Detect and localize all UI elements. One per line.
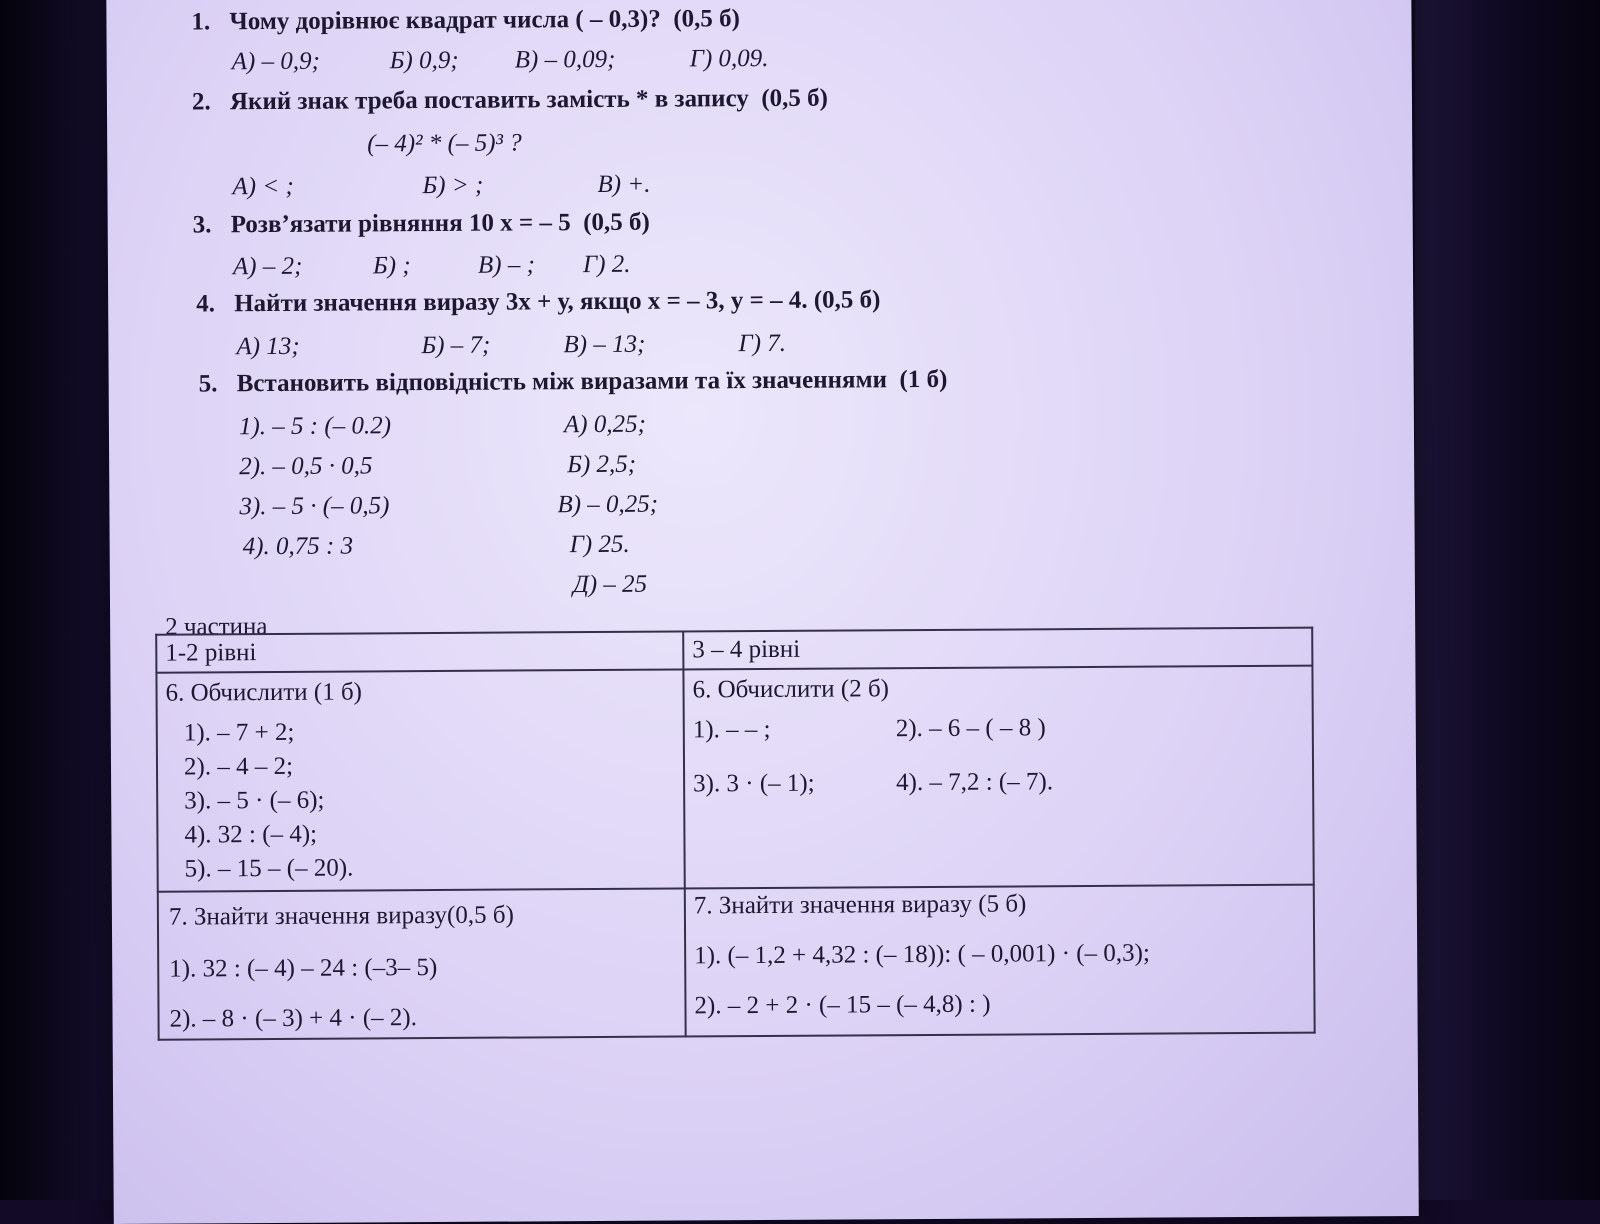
- question-4-option-c: В) – 13;: [563, 330, 646, 359]
- question-2: [192, 85, 828, 117]
- question-1: [191, 5, 740, 36]
- question-1-option-d: Г) 0,09.: [689, 44, 769, 73]
- question-2-number: 2.: [191, 88, 211, 116]
- table-border-top: [155, 627, 1313, 636]
- question-5-points: (1 б): [899, 365, 948, 394]
- table-border-left: [155, 634, 159, 1041]
- part-2-title: 2 частина: [165, 613, 268, 641]
- question-5-value-c: В) – 0,25;: [557, 490, 659, 519]
- question-4-points: (0,5 б): [813, 286, 881, 314]
- question-5-number: 5.: [198, 370, 218, 398]
- question-5-expression-1: 1). – 5 : (– 0.2): [238, 412, 392, 441]
- question-5-value-a: А) 0,25;: [563, 410, 646, 439]
- question-5-value-e: Д) – 25: [572, 570, 648, 599]
- right-task-6-item-2: 2). – 6 – ( – 8 ): [895, 714, 1046, 743]
- question-3-option-a: А) – 2;: [232, 252, 303, 281]
- question-2-text: Який знак треба поставить замість * в запису: [229, 85, 749, 116]
- question-5-expression-3: 3). – 5 · (– 0,5): [239, 492, 390, 521]
- right-task-6-item-4: 4). – 7,2 : (– 7).: [896, 768, 1054, 797]
- table-header-divider: [155, 665, 1313, 674]
- question-5: [199, 366, 948, 399]
- table-border-bottom: [158, 1032, 1316, 1041]
- right-task-7-item-1: 1). (– 1,2 + 4,32 : (– 18)): ( – 0,001) · (– 0,3);: [694, 939, 1150, 970]
- question-3-text: Розв’язати рівняння 10 х = – 5: [230, 209, 571, 239]
- question-3-option-b: Б) ;: [372, 252, 411, 280]
- left-task-7-title: 7. Знайти значення виразу(0,5 б): [168, 901, 514, 931]
- question-2-option-b: Б) > ;: [422, 171, 484, 200]
- column-header-levels-1-2: 1-2 рівні: [165, 639, 257, 667]
- right-task-7-item-2: 2). – 2 + 2 · (– 15 – (– 4,8) : ): [694, 990, 991, 1020]
- left-task-7-item-1: 1). 32 : (– 4) – 24 : (–3– 5): [169, 953, 438, 983]
- question-4-option-a: А) 13;: [236, 332, 300, 361]
- question-4: [196, 286, 880, 318]
- question-5-expression-4: 4). 0,75 : 3: [242, 532, 354, 561]
- question-1-number: 1.: [191, 8, 211, 36]
- question-4-option-b: Б) – 7;: [421, 331, 491, 360]
- question-3-points: (0,5 б): [583, 208, 650, 237]
- question-4-number: 4.: [196, 290, 216, 318]
- question-3-option-c: В) – ;: [477, 251, 535, 279]
- question-4-option-d: Г) 7.: [738, 329, 787, 358]
- left-task-6-title: 6. Обчислити (1 б): [165, 678, 363, 707]
- left-task-6-item-5: 5). – 15 – (– 20).: [184, 854, 354, 883]
- left-task-6-item-3: 3). – 5 · (– 6);: [184, 786, 325, 815]
- question-5-value-d: Г) 25.: [569, 530, 630, 559]
- question-1-points: (0,5 б): [673, 5, 741, 33]
- right-task-6-item-3: 3). 3 · (– 1);: [693, 769, 815, 798]
- right-task-7-title: 7. Знайти значення виразу (5 б): [693, 890, 1027, 920]
- question-3-option-d: Г) 2.: [582, 250, 631, 279]
- right-task-6-item-1: 1). – – ;: [692, 715, 771, 744]
- question-2-option-c: В) +.: [597, 170, 651, 199]
- question-1-option-c: В) – 0,09;: [514, 45, 616, 74]
- question-1-option-a: А) – 0,9;: [231, 47, 320, 76]
- left-task-6-item-4: 4). 32 : (– 4);: [184, 820, 318, 849]
- question-5-value-b: Б) 2,5;: [567, 450, 637, 479]
- table-column-divider: [682, 630, 686, 1037]
- left-task-7-item-2: 2). – 8 · (– 3) + 4 · (– 2).: [169, 1004, 418, 1033]
- question-1-text: Чому дорівнює квадрат числа ( – 0,3)?: [229, 5, 661, 36]
- question-5-text: Встановить відповідність між виразами та їх значеннями: [236, 366, 888, 398]
- question-4-text: Найти значення виразу 3х + у, якщо х = – 3, у = – 4.: [234, 286, 808, 318]
- left-task-6-item-2: 2). – 4 – 2;: [183, 752, 294, 781]
- dark-background-right: [1415, 0, 1600, 1200]
- worksheet-paper: [106, 0, 1419, 1224]
- right-task-6-title: 6. Обчислити (2 б): [692, 675, 890, 704]
- question-2-expression: (– 4)² * (– 5)³ ?: [367, 129, 522, 158]
- question-2-option-a: А) < ;: [232, 172, 294, 201]
- column-header-levels-3-4: 3 – 4 рівні: [692, 635, 801, 664]
- question-1-option-b: Б) 0,9;: [389, 46, 459, 75]
- question-3-number: 3.: [192, 211, 212, 239]
- question-2-points: (0,5 б): [761, 84, 829, 112]
- table-border-right: [1311, 627, 1315, 1034]
- left-task-6-item-1: 1). – 7 + 2;: [183, 718, 295, 747]
- question-5-expression-2: 2). – 0,5 · 0,5: [239, 452, 373, 481]
- question-3: [193, 209, 650, 240]
